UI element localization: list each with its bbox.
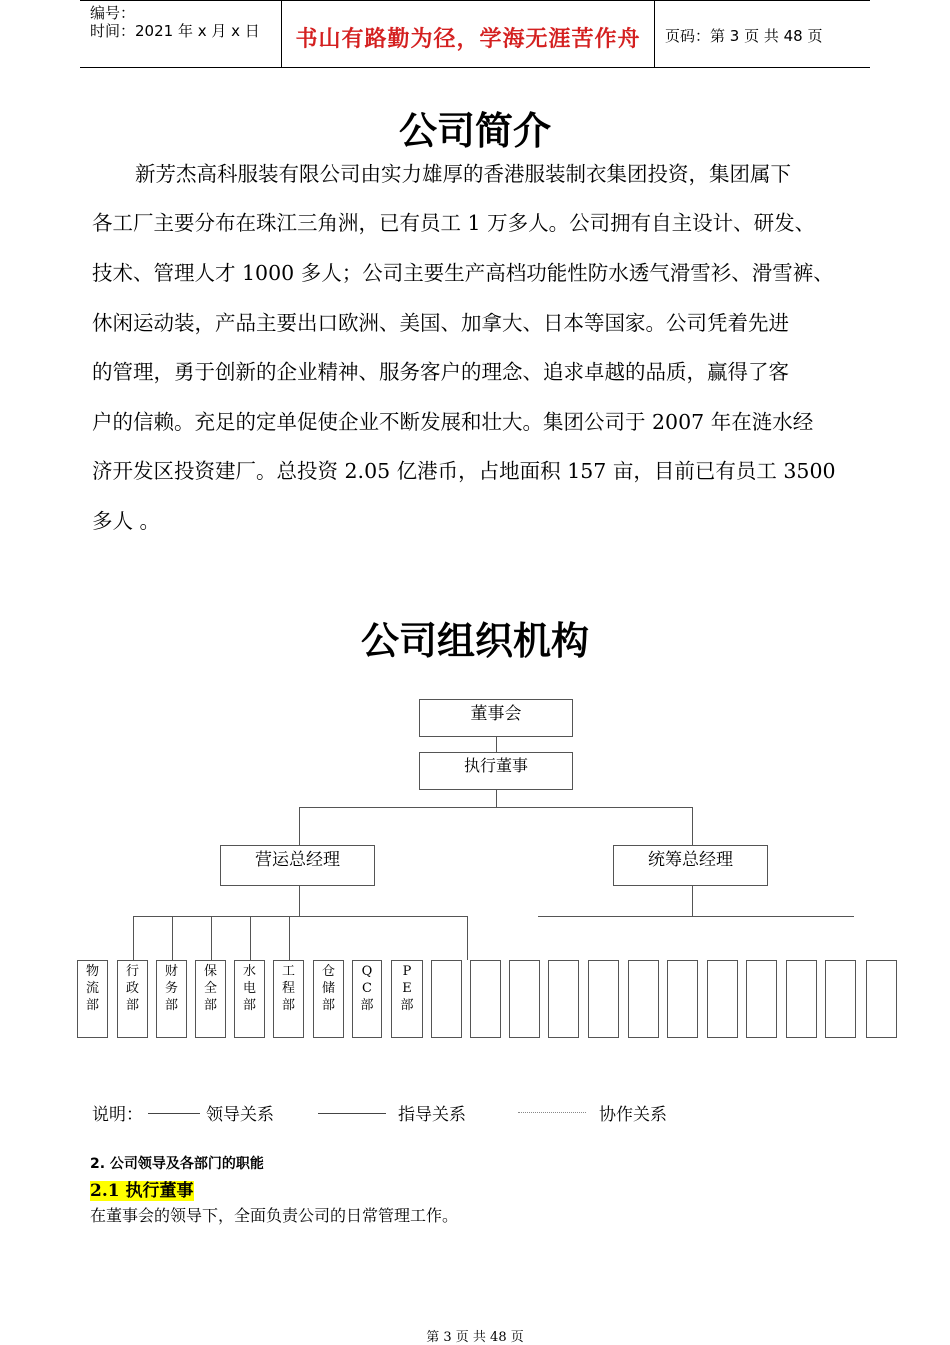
intro-line: 济开发区投资建厂。总投资 2.05 亿港币，占地面积 157 亩，目前已有员工 3500 <box>92 459 836 483</box>
connector-line <box>692 886 693 916</box>
legend-guide: 指导关系 <box>398 1105 466 1125</box>
dept-box <box>431 960 462 1038</box>
dept-box: 行 政 部 <box>117 960 148 1038</box>
intro-title: 公司简介 <box>398 109 551 153</box>
connector-line <box>467 916 468 960</box>
dept-box <box>866 960 897 1038</box>
connector-line <box>133 916 468 917</box>
connector-line <box>172 916 173 960</box>
header-bottom-rule <box>80 67 870 68</box>
header-page-info: 页码：第 3 页 共 48 页 <box>665 27 823 45</box>
dept-box: 物 流 部 <box>77 960 108 1038</box>
org-title: 公司组织机构 <box>360 619 589 663</box>
connector-line <box>289 916 290 960</box>
dept-box: 保 全 部 <box>195 960 226 1038</box>
planning-gm-box: 统筹总经理 <box>613 845 768 886</box>
connector-line <box>692 807 693 845</box>
legend-prefix: 说明： <box>92 1105 143 1125</box>
intro-line: 多人 。 <box>92 509 161 533</box>
connector-line <box>496 737 497 753</box>
dept-box <box>707 960 738 1038</box>
dept-box: 工 程 部 <box>273 960 304 1038</box>
connector-line <box>299 886 300 916</box>
dept-box <box>588 960 619 1038</box>
dept-box: P E 部 <box>391 960 423 1038</box>
operations-gm-box: 营运总经理 <box>220 845 375 886</box>
connector-line <box>211 916 212 960</box>
dept-box <box>628 960 659 1038</box>
dept-box <box>667 960 698 1038</box>
dept-box <box>825 960 856 1038</box>
dept-box <box>548 960 579 1038</box>
legend-dotted-line <box>518 1112 586 1113</box>
dept-box <box>470 960 501 1038</box>
intro-line: 户的信赖。充足的定单促使企业不断发展和壮大。集团公司于 2007 年在涟水经 <box>92 410 814 434</box>
legend-lead: 领导关系 <box>206 1105 274 1125</box>
time-label: 时间：2021 年 x 月 x 日 <box>90 22 260 40</box>
connector-line <box>133 916 134 960</box>
serial-label: 编号： <box>90 4 136 22</box>
section-subheading-wrap <box>90 1176 194 1201</box>
dept-box: 水 电 部 <box>234 960 265 1038</box>
intro-line: 新芳杰高科服装有限公司由实力雄厚的香港服装制衣集团投资，集团属下 <box>135 162 791 186</box>
connector-line <box>250 916 251 960</box>
header-meta <box>90 4 260 40</box>
header-top-rule <box>80 0 870 1</box>
dept-box: 仓 储 部 <box>313 960 344 1038</box>
board-box: 董事会 <box>419 699 573 737</box>
section-subheading: 2.1 执行董事 <box>90 1181 194 1201</box>
connector-line <box>299 807 692 808</box>
intro-line: 各工厂主要分布在珠江三角洲，已有员工 1 万多人。公司拥有自主设计、研发、 <box>92 211 816 235</box>
header-motto: 书山有路勤为径，学海无涯苦作舟 <box>295 27 641 52</box>
legend-guide-line <box>318 1113 386 1114</box>
section-text: 在董事会的领导下，全面负责公司的日常管理工作。 <box>90 1206 459 1225</box>
header-divider-2 <box>654 0 655 68</box>
dept-box: Q C 部 <box>352 960 382 1038</box>
intro-line: 休闲运动装，产品主要出口欧洲、美国、加拿大、日本等国家。公司凭着先进 <box>92 311 789 335</box>
intro-line: 的管理，勇于创新的企业精神、服务客户的理念、追求卓越的品质，赢得了客 <box>92 360 789 384</box>
dept-box <box>786 960 817 1038</box>
dept-box: 财 务 部 <box>156 960 187 1038</box>
executive-director-box: 执行董事 <box>419 752 573 790</box>
connector-line <box>496 790 497 808</box>
legend-solid-line <box>148 1113 200 1114</box>
dept-box <box>509 960 540 1038</box>
page-footer: 第 3 页 共 48 页 <box>426 1330 524 1345</box>
connector-line <box>299 807 300 845</box>
section-heading: 2. 公司领导及各部门的职能 <box>90 1156 264 1172</box>
connector-line <box>538 916 854 917</box>
intro-line: 技术、管理人才 1000 多人；公司主要生产高档功能性防水透气滑雪衫、滑雪裤、 <box>92 261 834 285</box>
legend-coop: 协作关系 <box>599 1105 667 1125</box>
dept-box <box>746 960 777 1038</box>
